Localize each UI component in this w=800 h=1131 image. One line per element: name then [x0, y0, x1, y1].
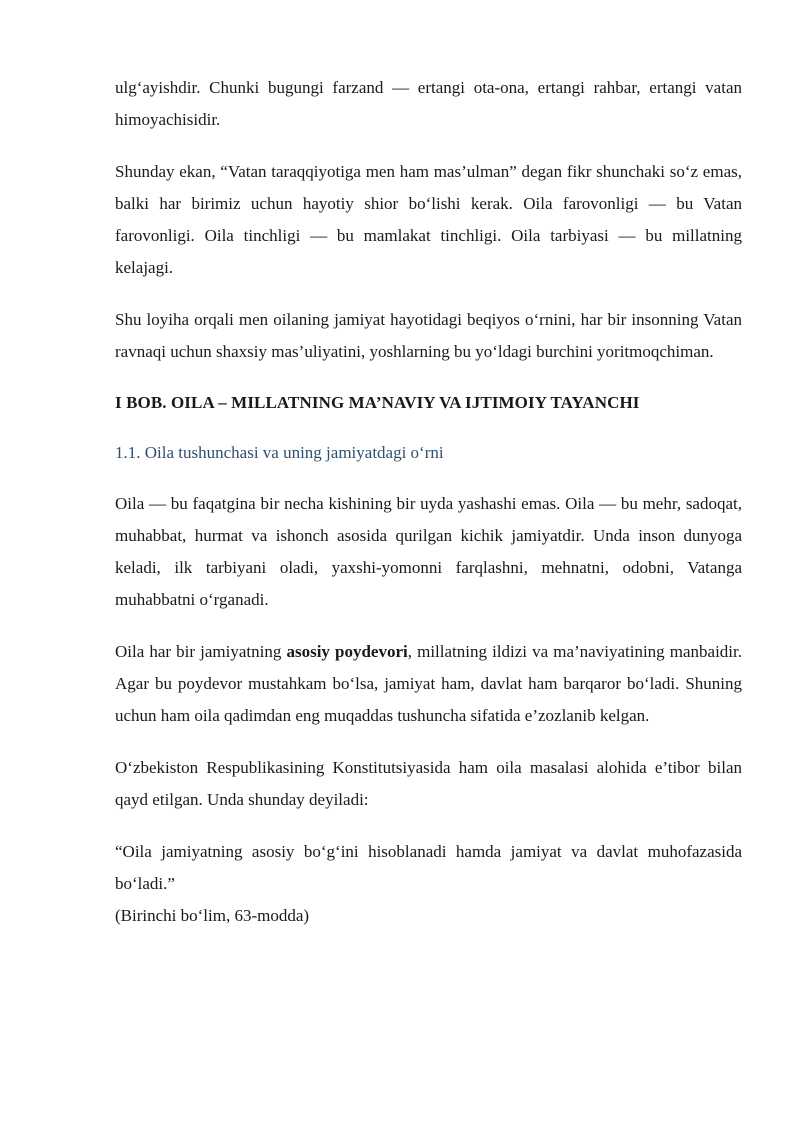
paragraph-text: Oila har bir jamiyatning	[115, 642, 287, 661]
constitution-quote: “Oila jamiyatning asosiy bo‘g‘ini hisoblanadi hamda jamiyat va davlat muhofazasida bo‘ladi.”	[115, 842, 742, 893]
chapter-title: I BOB. OILA – MILLATNING MA’NAVIY VA IJTIMOIY TAYANCHI	[115, 393, 640, 412]
document-page	[115, 72, 742, 932]
paragraph-text: , millatning ildizi va ma’naviyatining manbaidir. Agar bu poydevor mustahkam bo‘lsa, jamiyat ham, davlat ham barqaror bo‘ladi. Shuning uchun ham oila qadimdan eng muqaddas tushuncha sifatida e’zozlanib kelgan.	[115, 642, 742, 725]
bold-phrase: asosiy poydevori	[286, 642, 408, 661]
section-title: 1.1. Oila tushunchasi va uning jamiyatdagi o‘rni	[115, 443, 444, 462]
paragraph-intro-continuation: ulg‘ayishdir. Chunki bugungi farzand — ertangi ota-ona, ertangi rahbar, ertangi vatan himoyachisidir.	[115, 78, 742, 129]
paragraph-family-definition: Oila — bu faqatgina bir necha kishining bir uyda yashashi emas. Oila — bu mehr, sadoqat, muhabbat, hurmat va ishonch asosida qurilgan kichik jamiyatdir. Unda inson dunyoga keladi, ilk tarbiyani oladi, yaxshi-yomonni farqlashni, mehnatni, odobni, Vatanga muhabbatni o‘rganadi.	[115, 494, 742, 609]
paragraph-constitution: O‘zbekiston Respublikasining Konstitutsiyasida ham oila masalasi alohida e’tibor bilan qayd etilgan. Unda shunday deyiladi:	[115, 758, 742, 809]
constitution-quote-block	[115, 836, 742, 932]
paragraph-family-foundation	[115, 636, 742, 732]
paragraph-project-goal: Shu loyiha orqali men oilaning jamiyat hayotidagi beqiyos o‘rnini, har bir insonning Vatan ravnaqi uchun shaxsiy mas’uliyatini, yoshlarning bu yo‘ldagi burchini yoritmoqchiman.	[115, 310, 742, 361]
quote-source: (Birinchi bo‘lim, 63-modda)	[115, 906, 310, 925]
paragraph-responsibility: Shunday ekan, “Vatan taraqqiyotiga men ham mas’ulman” degan fikr shunchaki so‘z emas, balki har birimiz uchun hayotiy shior bo‘lishi kerak. Oila farovonligi — bu Vatan farovonligi. Oila tinchligi — bu mamlakat tinchligi. Oila tarbiyasi — bu millatning kelajagi.	[115, 162, 742, 277]
